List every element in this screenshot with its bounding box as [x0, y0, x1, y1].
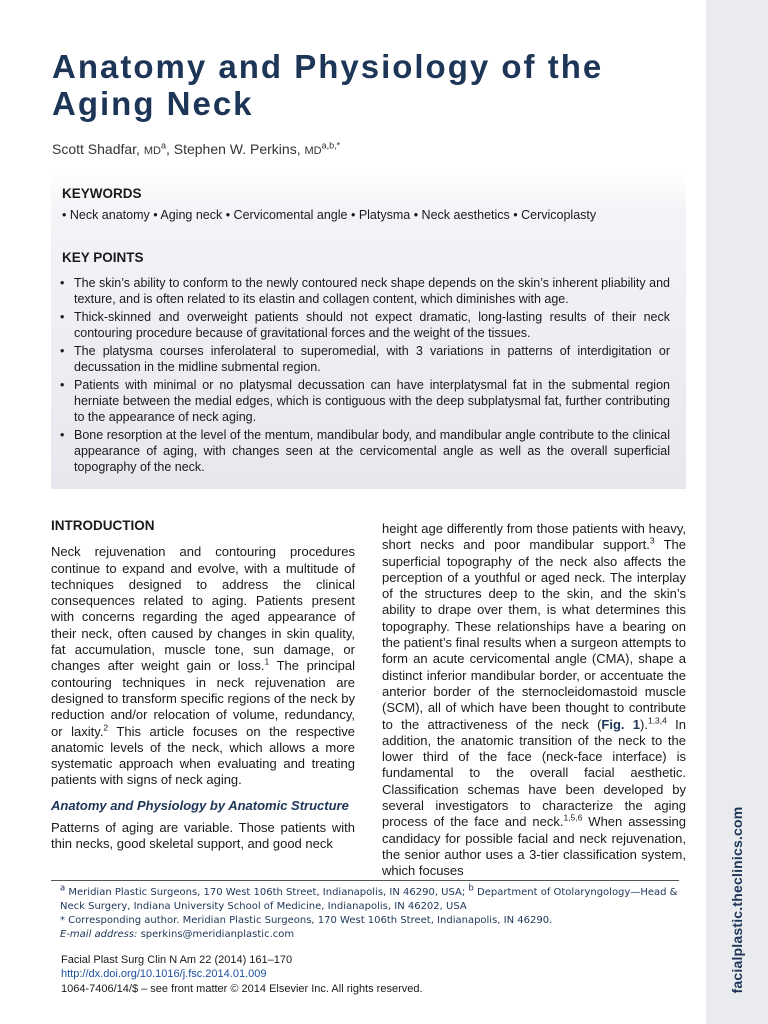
- author-affiliation: a,b,*: [321, 140, 341, 151]
- author-affiliation: a: [160, 140, 166, 151]
- affiliation-text: Department of Otolaryngology—Head & Neck Surgery, Indiana University School of Medicine, Indianapolis, IN 46202, USA: [60, 887, 678, 912]
- author-credential: MD: [304, 145, 322, 157]
- body-paragraph: Patterns of aging are variable. Those patients with thin necks, good skeletal support, and good neck: [51, 819, 355, 852]
- doi-link[interactable]: http://dx.doi.org/10.1016/j.fsc.2014.01.009: [61, 968, 267, 981]
- keywords-list: • Neck anatomy • Aging neck • Cervicomental angle • Platysma • Neck aesthetics • Cervicoplasty: [62, 208, 597, 222]
- email-label: E-mail address:: [60, 929, 138, 940]
- email-address[interactable]: sperkins@meridianplastic.com: [137, 929, 295, 940]
- author-name: Stephen W. Perkins,: [173, 141, 301, 157]
- citation-block: [61, 953, 423, 996]
- footnotes: [60, 883, 678, 942]
- corresponding-author: * Corresponding author. Meridian Plastic Surgeons, 170 West 106th Street, Indianapolis, IN 46290.: [60, 915, 553, 926]
- key-point-item: • Thick-skinned and overweight patients should not expect dramatic, long-lasting results of their neck contouring procedure because of gravitational forces and the weight of the tissues.: [60, 309, 670, 341]
- email-line: [60, 928, 678, 942]
- key-points-list: [60, 275, 670, 477]
- key-point-item: • The skin’s ability to conform to the newly contoured neck shape depends on the skin’s inherent pliability and texture, and is often related to its elastin and collagen content, which diminishes with age.: [60, 275, 670, 307]
- author-credential: MD: [143, 145, 161, 157]
- affiliation-marker: b: [468, 883, 474, 894]
- footnote-divider: [51, 880, 679, 881]
- reference-marker[interactable]: 1: [264, 657, 270, 668]
- body-text: ).: [640, 716, 648, 732]
- body-text: This article focuses on the respective anatomic levels of the neck, which allows a more systematic approach when evaluating and treating patients with signs of neck aging.: [51, 723, 355, 788]
- reference-marker[interactable]: 1,3,4: [647, 715, 667, 726]
- affiliation-text: Meridian Plastic Surgeons, 170 West 106th Street, Indianapolis, IN 46290, USA;: [65, 887, 469, 898]
- affiliation-marker: a: [60, 883, 66, 894]
- body-text: Neck rejuvenation and contouring procedures continue to expand and evolve, with a multitude of techniques designed to address the clinical consequences related to aging. Patients present with concerns regarding the aged appearance of their neck, often caused by changes in skin quality, fat accumulation, muscle tone, sun damage, or changes after weight gain or loss.: [51, 544, 355, 674]
- body-column-right: [382, 521, 686, 880]
- reference-marker[interactable]: 1,5,6: [563, 813, 583, 824]
- reference-marker[interactable]: 3: [649, 535, 655, 546]
- body-text: When assessing candidacy for possible facial and neck rejuvenation, the senior author uses a 3-tier classification system, which focuses: [382, 814, 686, 879]
- key-point-item: • The platysma courses inferolateral to superomedial, with 3 variations in patterns of interdigitation or decussation in the midline submental region.: [60, 343, 670, 375]
- body-text: height age differently from those patients with heavy, short necks and poor mandibular support.: [382, 521, 686, 553]
- article-title: Anatomy and Physiology of the Aging Neck: [52, 48, 604, 122]
- author-separator: ,: [165, 141, 174, 157]
- journal-citation: Facial Plast Surg Clin N Am 22 (2014) 161–170: [61, 954, 293, 966]
- reference-marker[interactable]: 2: [103, 722, 109, 733]
- body-text: The principal contouring techniques in neck rejuvenation are designed to transform specific regions of the neck by reduction and/or relocation of volume, redundancy, or laxity.: [51, 658, 355, 739]
- figure-reference-link[interactable]: Fig. 1: [601, 716, 641, 732]
- introduction-heading: INTRODUCTION: [51, 518, 155, 533]
- key-point-item: • Patients with minimal or no platysmal decussation can have interplatysmal fat in the submental region herniate between the medial edges, which is contiguous with the deep subplatysmal fat, further contributing to the appearance of neck aging.: [60, 377, 670, 425]
- author-line: [52, 141, 340, 157]
- body-column-left: [51, 518, 355, 852]
- author-name: Scott Shadfar,: [52, 141, 140, 157]
- key-point-item: • Bone resorption at the level of the mentum, mandibular body, and mandibular angle contribute to the clinical appearance of aging, with changes seen at the cervicomental angle as well as the overall superficial topography of the neck.: [60, 427, 670, 475]
- keywords-heading: KEYWORDS: [62, 186, 142, 201]
- introduction-paragraph: [51, 544, 355, 788]
- copyright-notice: 1064-7406/14/$ – see front matter © 2014 Elsevier Inc. All rights reserved.: [61, 982, 423, 995]
- key-points-heading: KEY POINTS: [62, 250, 144, 265]
- body-text: In addition, the anatomic transition of the neck to the lower third of the face (neck-face interface) is fundamental to the overall facial aesthetic. Classification schemas have been developed by several investigators to characterize the aging process of the face and neck.: [382, 716, 686, 830]
- anatomy-subheading: Anatomy and Physiology by Anatomic Structure: [51, 797, 349, 813]
- body-text: The superficial topography of the neck also affects the perception of a youthful or aged neck. The interplay of the structures deep to the skin, and the skin’s ability to drape over them, is what determines this topography. These relationships have a bearing on the patient’s final results when a surgeon attempts to form an acute cervicomental angle (CMA), shape a distinct inferior mandibular border, or accentuate the anterior border of the sternocleidomastoid muscle (SCM), all of which have been thought to contribute to the attractiveness of the neck (: [382, 537, 686, 732]
- journal-url[interactable]: facialplastic.theclinics.com: [729, 806, 745, 994]
- affiliation-footnote: [60, 883, 678, 914]
- body-paragraph: [382, 521, 686, 880]
